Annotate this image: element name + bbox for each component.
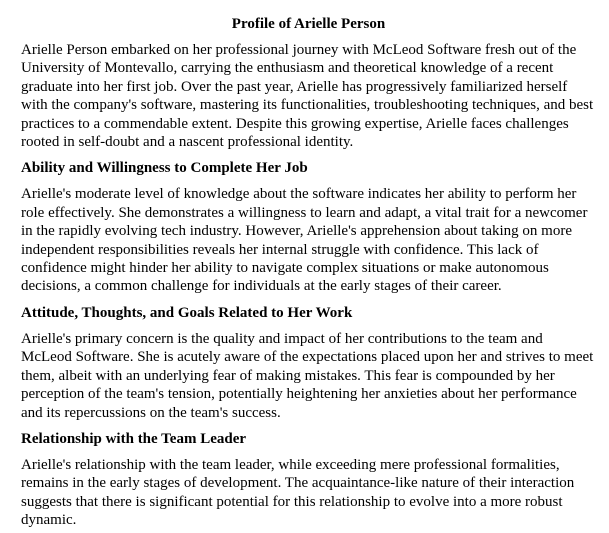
page-title: Profile of Arielle Person bbox=[231, 16, 386, 32]
section-body-relationship: Arielle's relationship with the team leader, while exceeding mere professional formalities, remains in the early stages of development. The acquaintance-like nature of their interaction suggests that there is significant potential for this relationship to evolve into a more robust dynamic. bbox=[21, 456, 575, 529]
section-body-ability: Arielle's moderate level of knowledge about the software indicates her ability to perform her role effectively. She demonstrates a willingness to learn and adapt, a vital trait for a newcomer in the rapidly evolving tech industry. However, Arielle's apprehension about taking on more independent responsibilities reveals her internal struggle with confidence. This lack of confidence might hinder her ability to navigate complex situations or make autonomous decisions, a common challenge for individuals at the early stages of their career. bbox=[21, 186, 588, 295]
section-body-attitude: Arielle's primary concern is the quality and impact of her contributions to the team and McLeod Software. She is acutely aware of the expectations placed upon her and strives to meet them, albeit with an underlying fear of making mistakes. This fear is compounded by her perception of the team's tension, potentially heightening her anxieties about her performance and its repercussions on the team's success. bbox=[21, 330, 594, 421]
section-heading-relationship: Relationship with the Team Leader bbox=[21, 430, 247, 447]
section-heading-ability: Ability and Willingness to Complete Her Job bbox=[21, 160, 308, 177]
section-heading-attitude: Attitude, Thoughts, and Goals Related to Her Work bbox=[21, 304, 353, 321]
intro-paragraph: Arielle Person embarked on her professional journey with McLeod Software fresh out of the University of Montevallo, carrying the enthusiasm and theoretical knowledge of a recent graduate into her first job. Over the past year, Arielle has progressively familiarized herself with the company's software, mastering its functionalities, troubleshooting techniques, and best practices to a commendable extent. Despite this growing expertise, Arielle faces challenges rooted in self-doubt and a nascent professional identity. bbox=[21, 42, 594, 151]
